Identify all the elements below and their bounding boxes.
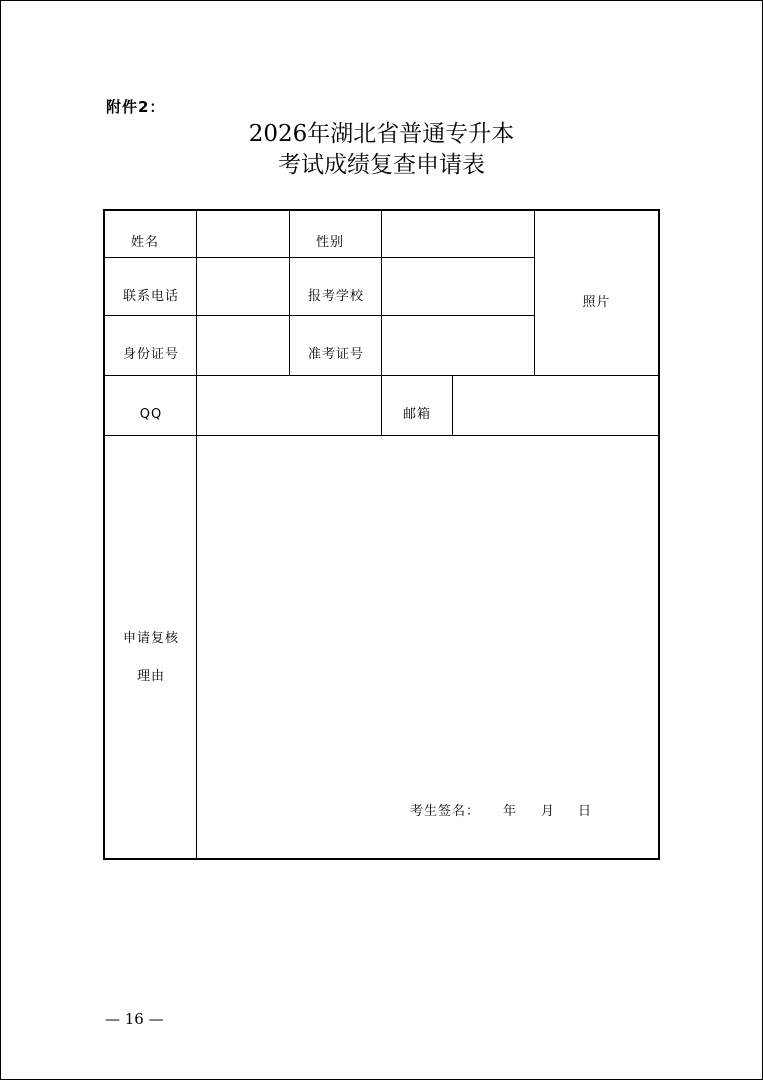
- photo-label: 照片: [582, 294, 611, 310]
- phone-label: 联系电话: [122, 288, 179, 304]
- id-number-field[interactable]: [197, 316, 289, 375]
- qq-field[interactable]: [197, 376, 381, 435]
- attachment-label: 附件2：: [106, 98, 166, 116]
- admission-ticket-field[interactable]: [382, 316, 534, 375]
- school-field[interactable]: [382, 258, 534, 315]
- id-number-label: 身份证号: [122, 346, 179, 362]
- phone-field[interactable]: [197, 258, 289, 315]
- name-field[interactable]: [197, 211, 289, 257]
- reason-textarea[interactable]: [197, 436, 658, 858]
- table-border-bottom: [103, 858, 660, 860]
- application-form-table: [103, 209, 660, 860]
- gender-label: 性别: [315, 234, 344, 250]
- signature-day-label: 日: [578, 804, 593, 819]
- reason-label-line2: 理由: [136, 668, 165, 684]
- signature-month-label: 月: [541, 804, 556, 819]
- email-field[interactable]: [453, 376, 658, 435]
- admission-ticket-label: 准考证号: [307, 346, 364, 362]
- table-border-right: [658, 209, 660, 860]
- photo-area[interactable]: [535, 211, 658, 375]
- signature-year-label: 年: [503, 804, 518, 819]
- email-label: 邮箱: [402, 406, 431, 422]
- signature-label: 考生签名：: [410, 804, 481, 819]
- gender-field[interactable]: [382, 211, 534, 257]
- form-title-line2: 考试成绩复查申请表: [278, 152, 485, 178]
- school-label: 报考学校: [307, 288, 364, 304]
- form-title-line1: 2026年湖北省普通专升本: [248, 121, 515, 147]
- reason-label-line1: 申请复核: [122, 630, 179, 646]
- page-number: — 16 —: [105, 1010, 164, 1028]
- qq-label: QQ: [139, 406, 163, 422]
- name-label: 姓名: [130, 234, 159, 250]
